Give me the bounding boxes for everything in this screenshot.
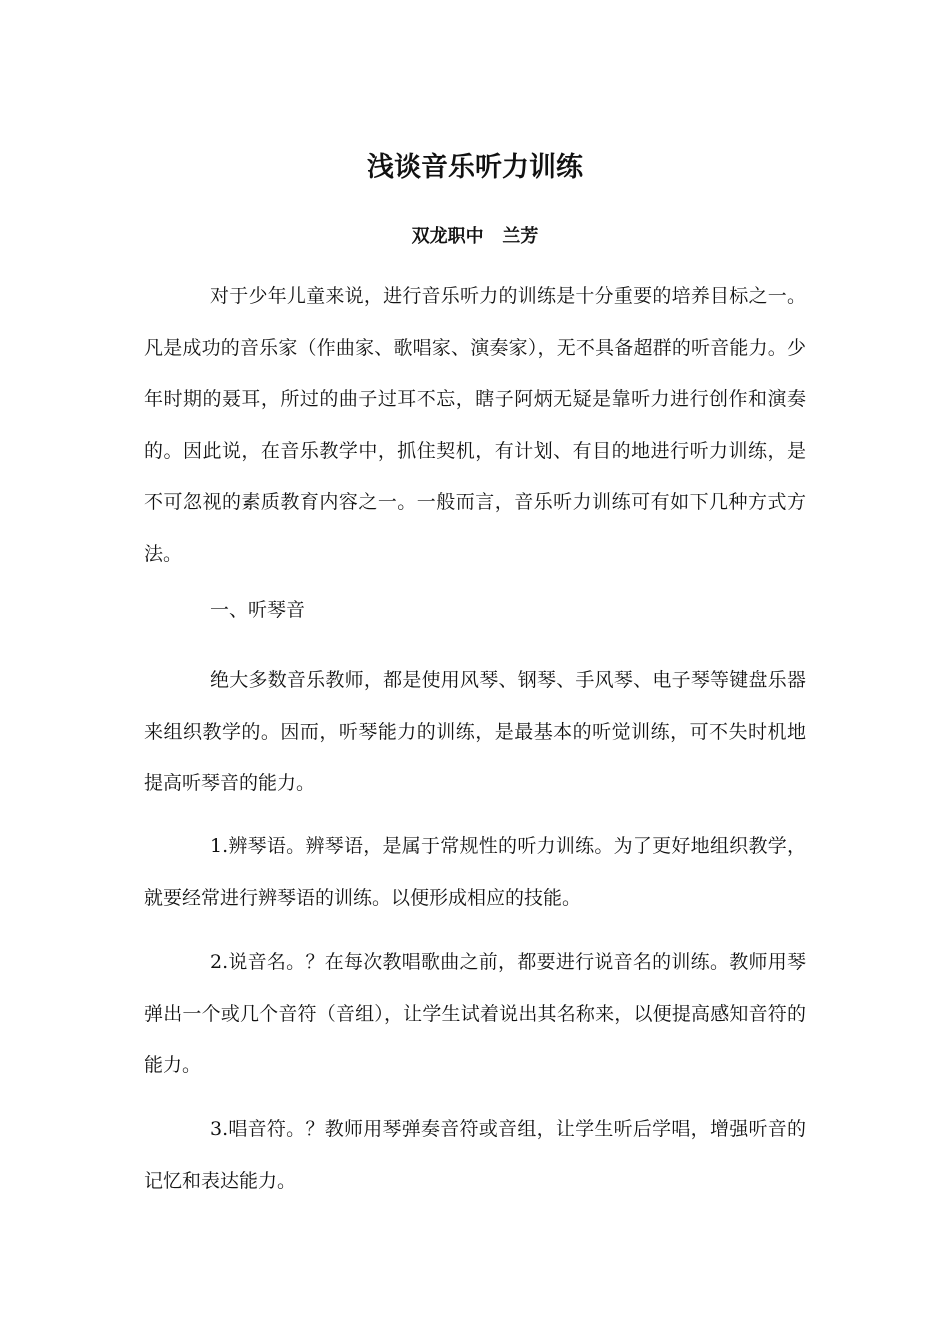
document-author: 双龙职中 兰芳 bbox=[411, 226, 539, 247]
section-heading-listen-piano: 一、听琴音 bbox=[210, 599, 306, 621]
paragraph-item-1: 1.辨琴语。辨琴语，是属于常规性的听力训练。为了更好地组织教学，就要经常进行辨琴语的训练。以便形成相应的技能。 bbox=[144, 835, 806, 909]
paragraph-item-2: 2.说音名。？在每次教唱歌曲之前，都要进行说音名的训练。教师用琴弹出一个或几个音符（音组），让学生试着说出其名称来，以便提高感知音符的能力。 bbox=[144, 951, 806, 1076]
document-title: 浅谈音乐听力训练 bbox=[367, 152, 583, 183]
paragraph-item-3: 3.唱音符。？教师用琴弹奏音符或音组，让学生听后学唱，增强听音的记忆和表达能力。 bbox=[144, 1118, 806, 1192]
paragraph-intro: 对于少年儿童来说，进行音乐听力的训练是十分重要的培养目标之一。凡是成功的音乐家（作曲家、歌唱家、演奏家），无不具备超群的听音能力。少年时期的聂耳，所过的曲子过耳不忘，瞎子阿炳无疑是靠听力进行创作和演奏的。因此说，在音乐教学中，抓住契机，有计划、有目的地进行听力训练，是不可忽视的素质教育内容之一。一般而言，音乐听力训练可有如下几种方式方法。 bbox=[144, 285, 806, 565]
paragraph-piano-training: 绝大多数音乐教师，都是使用风琴、钢琴、手风琴、电子琴等键盘乐器来组织教学的。因而，听琴能力的训练，是最基本的听觉训练，可不失时机地提高听琴音的能力。 bbox=[144, 669, 806, 794]
